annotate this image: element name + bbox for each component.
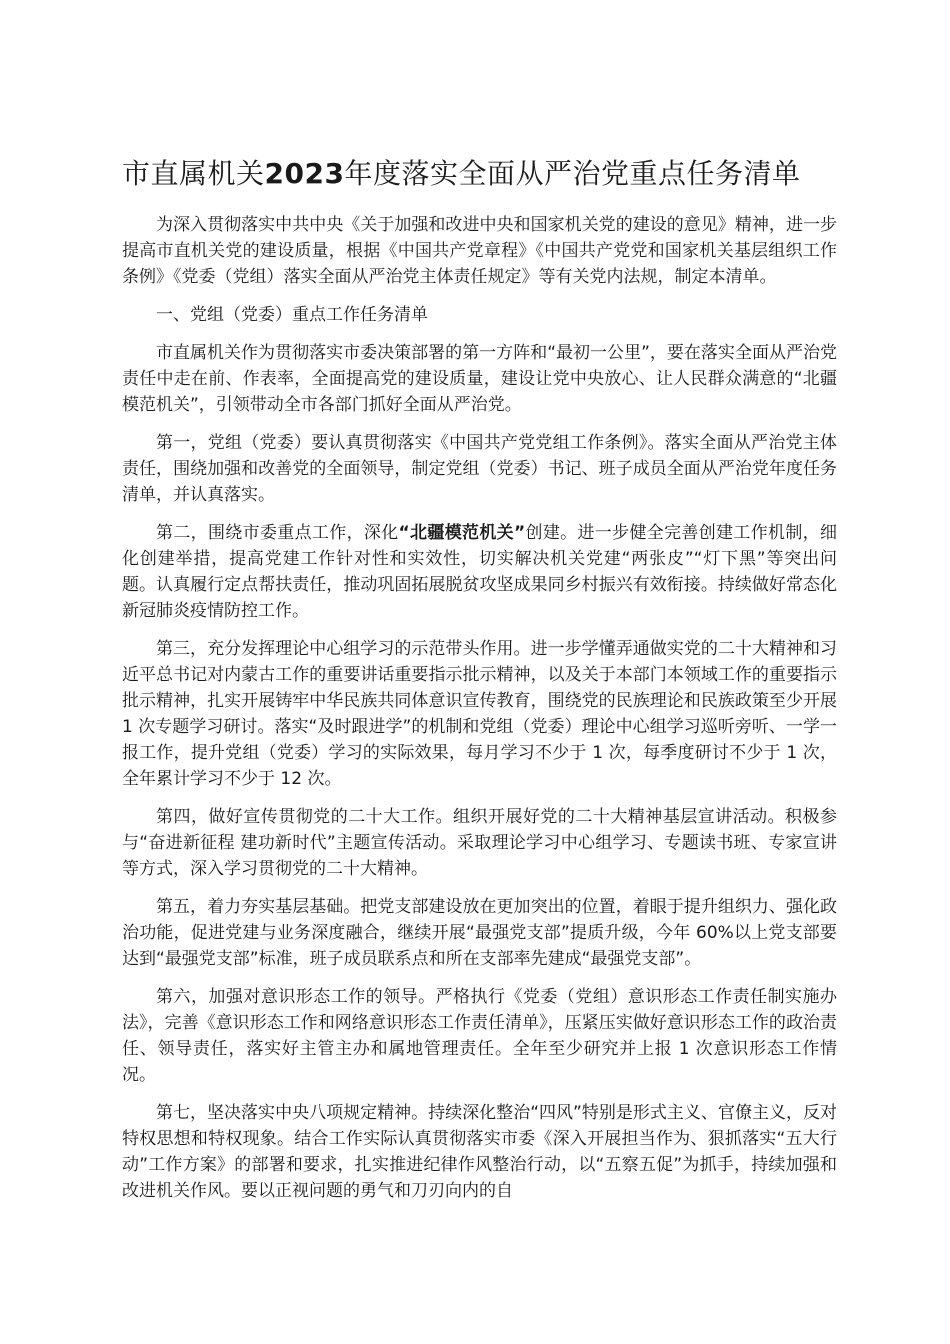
item-2-text-end: 创建。进一步健全完善创建工作机制，细化创建举措，提高党建工作针对性和实效性，切实解决机关党建“两张皮”“灯下黑”等突出问题。认真履行定点帮扶责任，推动巩固拓展脱贫攻坚成果同乡村振兴有效衔接。持续做好常态化新冠肺炎疫情防控工作。 — [122, 523, 838, 621]
item-2-emphasis: “北疆模范机关” — [398, 523, 526, 543]
title-prefix: 市直属机关 — [122, 157, 265, 190]
title-year: 2023 — [264, 157, 345, 190]
document-title — [122, 150, 837, 198]
item-5-paragraph: 第五，着力夯实基层基础。把党支部建设放在更加突出的位置，着眼于提升组织力、强化政治功能，促进党建与业务深度融合，继续开展“最强党支部”提质升级，今年 60%以上党支部要达到“最强党支部”标准，班子成员联系点和所在支部率先建成“最强党支部”。 — [122, 897, 837, 969]
document-page — [122, 150, 837, 1216]
item-2-paragraph — [122, 520, 837, 624]
item-4-paragraph: 第四，做好宣传贯彻党的二十大工作。组织开展好党的二十大精神基层宣讲活动。积极参与“奋进新征程 建功新时代”主题宣传活动。采取理论学习中心组学习、专题读书班、专家宣讲等方式，深入学习贯彻党的二十大精神。 — [122, 807, 837, 879]
body-paragraph: 市直属机关作为贯彻落实市委决策部署的第一方阵和“最初一公里”，要在落实全面从严治党责任中走在前、作表率，全面提高党的建设质量，建设让党中央放心、让人民群众满意的“北疆模范机关”，引领带动全市各部门抓好全面从严治党。 — [122, 343, 837, 415]
item-6-paragraph: 第六，加强对意识形态工作的领导。严格执行《党委（党组）意识形态工作责任制实施办法》，完善《意识形态工作和网络意识形态工作责任清单》，压紧压实做好意识形态工作的政治责任、领导责任，落实好主管主办和属地管理责任。全年至少研究并上报 1 次意识形态工作情况。 — [122, 987, 837, 1085]
item-3-paragraph: 第三，充分发挥理论中心组学习的示范带头作用。进一步学懂弄通做实党的二十大精神和习近平总书记对内蒙古工作的重要讲话重要指示批示精神，以及关于本部门本领域工作的重要指示批示精神，扎实开展铸牢中华民族共同体意识宣传教育，围绕党的民族理论和民族政策至少开展 1 次专题学习研讨。落实“及时跟进学”的机制和党组（党委）理论中心组学习巡听旁听、一学一报工作，提升党组（党委）学习的实际效果，每月学习不少于 1 次，每季度研讨不少于 1 次，全年累计学习不少于 12 次。 — [122, 639, 837, 789]
intro-paragraph: 为深入贯彻落实中共中央《关于加强和改进中央和国家机关党的建设的意见》精神，进一步提高市直机关党的建设质量，根据《中国共产党章程》《中国共产党党和国家机关基层组织工作条例》《党委（党组）落实全面从严治党主体责任规定》等有关党内法规，制定本清单。 — [122, 215, 837, 287]
item-1-paragraph: 第一，党组（党委）要认真贯彻落实《中国共产党党组工作条例》。落实全面从严治党主体责任，围绕加强和改善党的全面领导，制定党组（党委）书记、班子成员全面从严治党年度任务清单，并认真落实。 — [122, 433, 837, 505]
item-7-paragraph: 第七，坚决落实中央八项规定精神。持续深化整治“四风”特别是形式主义、官僚主义，反对特权思想和特权现象。结合工作实际认真贯彻落实市委《深入开展担当作为、狠抓落实“五大行动”工作方案》的部署和要求，扎实推进纪律作风整治行动，以“五察五促”为抓手，持续加强和改进机关作风。要以正视问题的勇气和刀刃向内的自 — [122, 1103, 837, 1201]
item-2-text-start: 第二，围绕市委重点工作，深化 — [156, 523, 399, 543]
section-heading: 一、党组（党委）重点工作任务清单 — [156, 305, 428, 325]
title-suffix: 年度落实全面从严治党重点任务清单 — [344, 157, 801, 190]
